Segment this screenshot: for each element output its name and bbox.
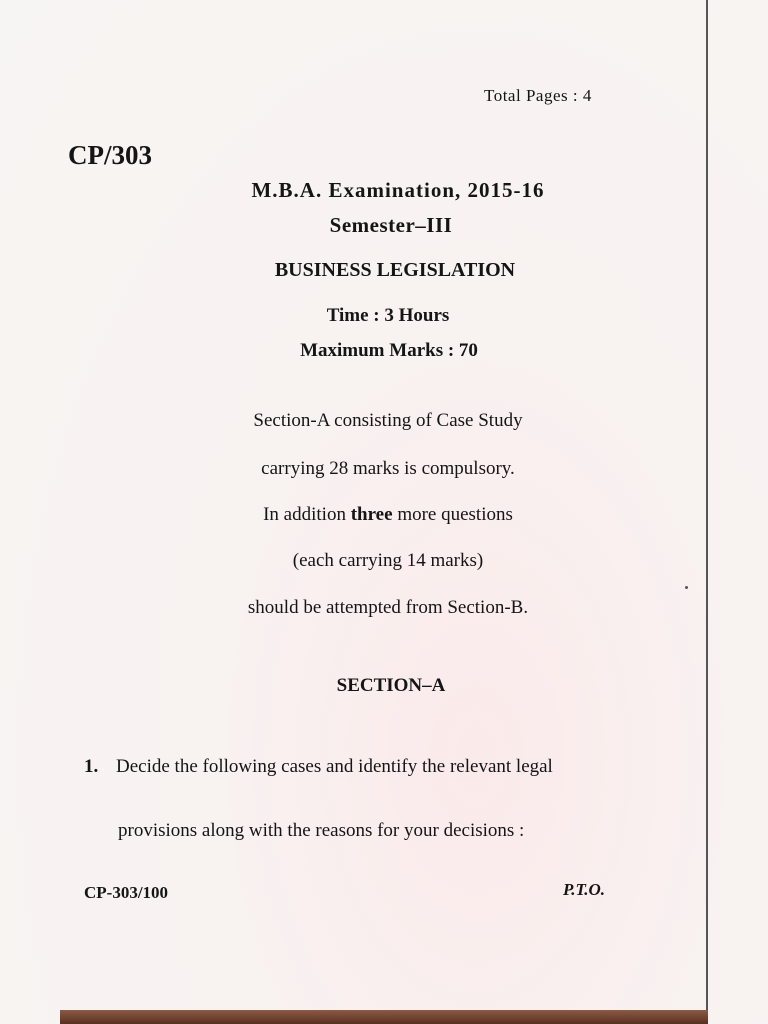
paper-code: CP/303 xyxy=(68,140,152,170)
speck xyxy=(685,586,688,589)
instruction-line-3-pre: In addition xyxy=(263,504,351,525)
semester-label: Semester–III xyxy=(329,213,453,237)
section-a-heading: SECTION–A xyxy=(336,675,446,696)
instruction-line-3 xyxy=(0,504,768,526)
maximum-marks: Maximum Marks : 70 xyxy=(300,340,478,361)
footer-pto: P.T.O. xyxy=(563,880,606,899)
question-number: 1. xyxy=(84,756,99,777)
question-text-line-1: Decide the following cases and identify the relevant legal xyxy=(116,756,553,777)
total-pages-label: Total Pages : 4 xyxy=(484,86,592,105)
instruction-emphasis: three xyxy=(350,504,393,525)
time-allowed: Time : 3 Hours xyxy=(326,305,450,326)
exam-title: M.B.A. Examination, 2015-16 xyxy=(251,178,545,202)
subject-title: BUSINESS LEGISLATION xyxy=(274,259,516,281)
footer-paper-code: CP-303/100 xyxy=(84,883,169,902)
instruction-line-4: (each carrying 14 marks) xyxy=(292,550,484,571)
instruction-line-2: carrying 28 marks is compulsory. xyxy=(261,458,515,479)
instruction-line-5: should be attempted from Section-B. xyxy=(247,597,529,618)
instruction-line-1: Section-A consisting of Case Study xyxy=(253,410,523,431)
table-surface xyxy=(60,1010,708,1024)
question-text-line-2: provisions along with the reasons for your decisions : xyxy=(118,820,525,841)
instruction-line-3-post: more questions xyxy=(392,504,513,525)
